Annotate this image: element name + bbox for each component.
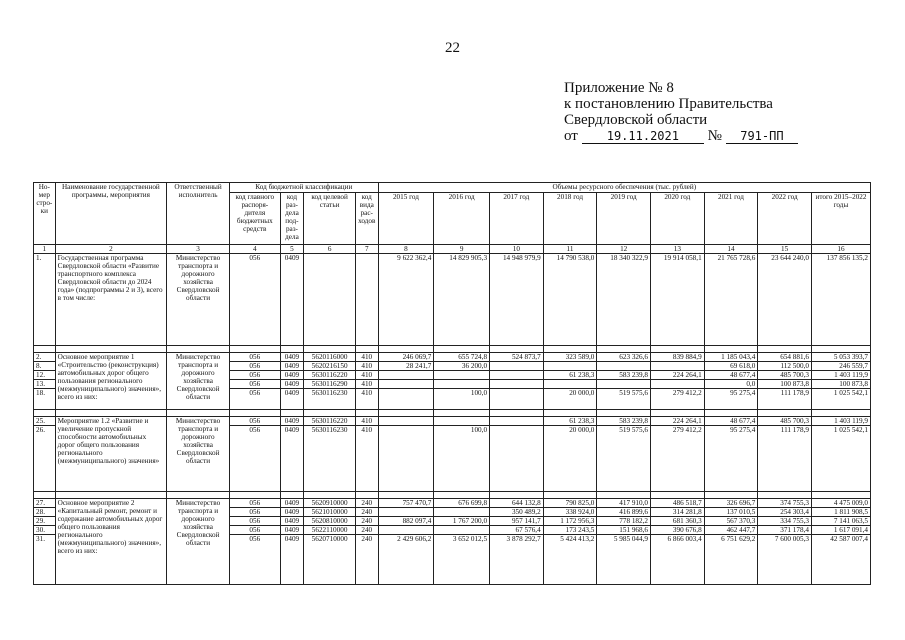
amount-cell: 519 575,6 bbox=[597, 389, 651, 410]
empty-cell bbox=[490, 492, 544, 499]
amount-cell: 95 275,4 bbox=[704, 426, 758, 492]
amount-cell: 69 618,0 bbox=[704, 362, 758, 371]
empty-cell bbox=[543, 492, 597, 499]
amount-cell: 6 751 629,2 bbox=[704, 535, 758, 585]
amount-cell: 14 790 538,0 bbox=[543, 254, 597, 346]
column-index: 8 bbox=[378, 245, 434, 254]
amount-cell: 111 178,9 bbox=[758, 426, 812, 492]
column-index: 9 bbox=[434, 245, 490, 254]
manager-code: 056 bbox=[230, 362, 281, 371]
column-index: 4 bbox=[230, 245, 281, 254]
amount-cell: 374 755,3 bbox=[758, 499, 812, 508]
row-number: 27. bbox=[34, 499, 56, 508]
measure-name: Мероприятие 1.2 «Развитие и увеличение пропускной способности автомобильных дорог общего пользования регионального (межмуниципального) значения» bbox=[55, 417, 166, 492]
empty-cell bbox=[355, 346, 378, 353]
amount-cell: 583 239,8 bbox=[597, 371, 651, 380]
section-code: 0409 bbox=[280, 417, 304, 426]
empty-cell bbox=[811, 410, 870, 417]
section-code: 0409 bbox=[280, 371, 304, 380]
empty-cell bbox=[490, 410, 544, 417]
empty-cell bbox=[758, 410, 812, 417]
appendix-block bbox=[564, 80, 798, 144]
amount-cell bbox=[434, 508, 490, 517]
amount-cell: 323 589,0 bbox=[543, 353, 597, 362]
column-index: 1 bbox=[34, 245, 56, 254]
amount-cell bbox=[597, 380, 651, 389]
amount-cell: 112 500,0 bbox=[758, 362, 812, 371]
amount-cell: 583 239,8 bbox=[597, 417, 651, 426]
empty-cell bbox=[811, 346, 870, 353]
amount-cell: 137 010,5 bbox=[704, 508, 758, 517]
manager-code: 056 bbox=[230, 389, 281, 410]
amount-cell: 681 360,3 bbox=[651, 517, 705, 526]
empty-cell bbox=[758, 346, 812, 353]
manager-code: 056 bbox=[230, 535, 281, 585]
amount-cell bbox=[490, 417, 544, 426]
target-code: 5620216150 bbox=[304, 362, 356, 371]
amount-cell: 416 899,6 bbox=[597, 508, 651, 517]
empty-cell bbox=[355, 492, 378, 499]
empty-cell bbox=[55, 492, 166, 499]
manager-code: 056 bbox=[230, 508, 281, 517]
expense-code: 410 bbox=[355, 362, 378, 371]
expense-code: 410 bbox=[355, 380, 378, 389]
section-code: 0409 bbox=[280, 254, 304, 346]
amount-cell bbox=[490, 371, 544, 380]
amount-cell bbox=[434, 526, 490, 535]
amount-cell: 1 811 908,5 bbox=[811, 508, 870, 517]
header-target-code: код целевой статьи bbox=[304, 193, 356, 245]
section-code: 0409 bbox=[280, 508, 304, 517]
header-year: 2019 год bbox=[597, 193, 651, 245]
section-code: 0409 bbox=[280, 499, 304, 508]
amount-cell bbox=[378, 417, 434, 426]
expense-code: 410 bbox=[355, 417, 378, 426]
expense-code: 240 bbox=[355, 535, 378, 585]
amount-cell: 95 275,4 bbox=[704, 389, 758, 410]
amount-cell bbox=[378, 426, 434, 492]
amount-cell: 519 575,6 bbox=[597, 426, 651, 492]
column-index: 7 bbox=[355, 245, 378, 254]
empty-cell bbox=[34, 492, 56, 499]
amount-cell: 20 000,0 bbox=[543, 426, 597, 492]
section-code: 0409 bbox=[280, 426, 304, 492]
amount-cell: 1 403 119,9 bbox=[811, 417, 870, 426]
section-code: 0409 bbox=[280, 526, 304, 535]
row-number: 18. bbox=[34, 389, 56, 410]
section-code: 0409 bbox=[280, 517, 304, 526]
empty-cell bbox=[167, 346, 230, 353]
header-name: Наименование государственной программы, мероприятия bbox=[55, 183, 166, 245]
header-year: 2016 год bbox=[434, 193, 490, 245]
amount-cell: 100 873,8 bbox=[758, 380, 812, 389]
section-code: 0409 bbox=[280, 353, 304, 362]
amount-cell: 486 518,7 bbox=[651, 499, 705, 508]
table-row bbox=[34, 417, 871, 426]
amount-cell: 20 000,0 bbox=[543, 389, 597, 410]
amount-cell: 3 652 012,5 bbox=[434, 535, 490, 585]
amount-cell: 21 765 728,6 bbox=[704, 254, 758, 346]
manager-code: 056 bbox=[230, 526, 281, 535]
measure-name: Основное мероприятие 1 «Строительство (реконструкция) автомобильных дорог общего пользования регионального (межмуниципального) значения», всего из них: bbox=[55, 353, 166, 410]
amount-cell: 1 767 200,0 bbox=[434, 517, 490, 526]
amount-cell: 839 884,9 bbox=[651, 353, 705, 362]
empty-cell bbox=[167, 410, 230, 417]
section-code: 0409 bbox=[280, 389, 304, 410]
amount-cell: 567 370,3 bbox=[704, 517, 758, 526]
header-year: 2022 год bbox=[758, 193, 812, 245]
appendix-line-3: Свердловской области bbox=[564, 112, 708, 128]
column-index: 10 bbox=[490, 245, 544, 254]
amount-cell: 61 238,3 bbox=[543, 371, 597, 380]
row-number: 13. bbox=[34, 380, 56, 389]
empty-cell bbox=[597, 346, 651, 353]
header-resources: Объемы ресурсного обеспечения (тыс. рублей) bbox=[378, 183, 870, 193]
amount-cell: 61 238,3 bbox=[543, 417, 597, 426]
amount-cell bbox=[378, 380, 434, 389]
empty-cell bbox=[230, 346, 281, 353]
column-index: 16 bbox=[811, 245, 870, 254]
section-code: 0409 bbox=[280, 380, 304, 389]
column-index: 15 bbox=[758, 245, 812, 254]
target-code: 5622110000 bbox=[304, 526, 356, 535]
amount-cell: 246 069,7 bbox=[378, 353, 434, 362]
amount-cell: 778 182,2 bbox=[597, 517, 651, 526]
amount-cell: 1 617 091,4 bbox=[811, 526, 870, 535]
amount-cell: 279 412,2 bbox=[651, 426, 705, 492]
amount-cell bbox=[651, 362, 705, 371]
empty-cell bbox=[280, 410, 304, 417]
row-number: 31. bbox=[34, 535, 56, 585]
amount-cell: 314 281,8 bbox=[651, 508, 705, 517]
amount-cell: 100,0 bbox=[434, 389, 490, 410]
header-budget-code: Код бюджетной классификации bbox=[230, 183, 379, 193]
amount-cell: 1 025 542,1 bbox=[811, 389, 870, 410]
amount-cell bbox=[434, 371, 490, 380]
amount-cell: 790 825,0 bbox=[543, 499, 597, 508]
empty-cell bbox=[704, 410, 758, 417]
empty-cell bbox=[811, 492, 870, 499]
header-executor: Ответственный исполнитель bbox=[167, 183, 230, 245]
empty-cell bbox=[651, 492, 705, 499]
measure-name: Основное мероприятие 2 «Капитальный ремонт, ремонт и содержание автомобильных дорог общего пользования регионального (межмуниципального) значения», всего из них: bbox=[55, 499, 166, 585]
amount-cell: 882 097,4 bbox=[378, 517, 434, 526]
amount-cell: 42 587 007,4 bbox=[811, 535, 870, 585]
empty-cell bbox=[434, 346, 490, 353]
expense-code: 240 bbox=[355, 508, 378, 517]
amount-cell: 224 264,1 bbox=[651, 417, 705, 426]
amount-cell: 67 576,4 bbox=[490, 526, 544, 535]
empty-cell bbox=[543, 410, 597, 417]
appendix-title: Приложение № 8 bbox=[564, 80, 674, 96]
empty-cell bbox=[434, 492, 490, 499]
empty-cell bbox=[230, 492, 281, 499]
amount-cell: 1 403 119,9 bbox=[811, 371, 870, 380]
table-row bbox=[34, 254, 871, 346]
header-year: 2021 год bbox=[704, 193, 758, 245]
empty-cell bbox=[304, 346, 356, 353]
empty-cell bbox=[651, 346, 705, 353]
row-number: 1. bbox=[34, 254, 56, 346]
table-row bbox=[34, 353, 871, 362]
empty-cell bbox=[543, 346, 597, 353]
amount-cell: 173 243,5 bbox=[543, 526, 597, 535]
header-expense-code: код вида рас-ходов bbox=[355, 193, 378, 245]
empty-cell bbox=[167, 492, 230, 499]
amount-cell: 14 829 905,3 bbox=[434, 254, 490, 346]
amount-cell: 224 264,1 bbox=[651, 371, 705, 380]
amount-cell: 18 340 322,9 bbox=[597, 254, 651, 346]
amount-cell: 254 303,4 bbox=[758, 508, 812, 517]
target-code: 5620910000 bbox=[304, 499, 356, 508]
row-number: 8. bbox=[34, 362, 56, 371]
manager-code: 056 bbox=[230, 380, 281, 389]
header-year: 2017 год bbox=[490, 193, 544, 245]
empty-cell bbox=[280, 346, 304, 353]
target-code: 5630116220 bbox=[304, 371, 356, 380]
empty-cell bbox=[304, 410, 356, 417]
expense-code: 240 bbox=[355, 499, 378, 508]
header-row-1 bbox=[34, 183, 871, 193]
amount-cell: 9 622 362,4 bbox=[378, 254, 434, 346]
amount-cell: 151 968,6 bbox=[597, 526, 651, 535]
expense-code: 410 bbox=[355, 426, 378, 492]
amount-cell: 6 866 003,4 bbox=[651, 535, 705, 585]
amount-cell: 485 700,3 bbox=[758, 417, 812, 426]
appendix-date-line bbox=[564, 128, 798, 144]
amount-cell bbox=[378, 389, 434, 410]
column-index: 3 bbox=[167, 245, 230, 254]
amount-cell bbox=[378, 508, 434, 517]
group-separator bbox=[34, 346, 871, 353]
target-code: 5630116230 bbox=[304, 389, 356, 410]
empty-cell bbox=[55, 410, 166, 417]
column-index: 11 bbox=[543, 245, 597, 254]
decree-number: 791-ПП bbox=[726, 129, 798, 144]
empty-cell bbox=[378, 346, 434, 353]
executor: Министерство транспорта и дорожного хозяйства Свердловской области bbox=[167, 499, 230, 585]
executor: Министерство транспорта и дорожного хозяйства Свердловской области bbox=[167, 254, 230, 346]
amount-cell: 36 200,0 bbox=[434, 362, 490, 371]
amount-cell: 0,0 bbox=[704, 380, 758, 389]
amount-cell: 371 178,4 bbox=[758, 526, 812, 535]
target-code: 5630116230 bbox=[304, 426, 356, 492]
column-index: 14 bbox=[704, 245, 758, 254]
amount-cell: 350 489,2 bbox=[490, 508, 544, 517]
column-index: 13 bbox=[651, 245, 705, 254]
empty-cell bbox=[304, 492, 356, 499]
header-gr-code: код главного распоря-дителя бюджетных средств bbox=[230, 193, 281, 245]
expense-code: 240 bbox=[355, 517, 378, 526]
amount-cell: 1 185 043,4 bbox=[704, 353, 758, 362]
amount-cell: 14 948 979,9 bbox=[490, 254, 544, 346]
amount-cell bbox=[434, 417, 490, 426]
amount-cell bbox=[378, 371, 434, 380]
target-code: 5630116290 bbox=[304, 380, 356, 389]
empty-cell bbox=[434, 410, 490, 417]
empty-cell bbox=[55, 346, 166, 353]
amount-cell: 644 132,8 bbox=[490, 499, 544, 508]
amount-cell bbox=[651, 380, 705, 389]
row-number: 28. bbox=[34, 508, 56, 517]
row-number: 25. bbox=[34, 417, 56, 426]
empty-cell bbox=[597, 492, 651, 499]
manager-code: 056 bbox=[230, 254, 281, 346]
column-index: 12 bbox=[597, 245, 651, 254]
header-year: 2015 год bbox=[378, 193, 434, 245]
decree-date: 19.11.2021 bbox=[582, 129, 704, 144]
section-code: 0409 bbox=[280, 535, 304, 585]
amount-cell: 417 910,0 bbox=[597, 499, 651, 508]
amount-cell bbox=[490, 426, 544, 492]
empty-cell bbox=[34, 410, 56, 417]
amount-cell: 3 878 292,7 bbox=[490, 535, 544, 585]
amount-cell bbox=[490, 380, 544, 389]
row-number: 30. bbox=[34, 526, 56, 535]
expense-code: 410 bbox=[355, 371, 378, 380]
target-code: 5620710000 bbox=[304, 535, 356, 585]
amount-cell: 485 700,3 bbox=[758, 371, 812, 380]
amount-cell: 334 755,3 bbox=[758, 517, 812, 526]
row-number: 29. bbox=[34, 517, 56, 526]
empty-cell bbox=[597, 410, 651, 417]
manager-code: 056 bbox=[230, 371, 281, 380]
empty-cell bbox=[230, 410, 281, 417]
amount-cell: 390 676,8 bbox=[651, 526, 705, 535]
column-index: 5 bbox=[280, 245, 304, 254]
target-code: 5630116220 bbox=[304, 417, 356, 426]
empty-cell bbox=[280, 492, 304, 499]
row-number: 12. bbox=[34, 371, 56, 380]
amount-cell: 111 178,9 bbox=[758, 389, 812, 410]
empty-cell bbox=[651, 410, 705, 417]
amount-cell: 1 172 956,3 bbox=[543, 517, 597, 526]
page-number: 22 bbox=[445, 40, 460, 56]
manager-code: 056 bbox=[230, 417, 281, 426]
amount-cell: 676 699,8 bbox=[434, 499, 490, 508]
manager-code: 056 bbox=[230, 517, 281, 526]
target-code: 5620116000 bbox=[304, 353, 356, 362]
amount-cell: 1 025 542,1 bbox=[811, 426, 870, 492]
amount-cell: 48 677,4 bbox=[704, 417, 758, 426]
amount-cell bbox=[490, 389, 544, 410]
amount-cell bbox=[543, 362, 597, 371]
empty-cell bbox=[378, 410, 434, 417]
row-number: 26. bbox=[34, 426, 56, 492]
target-code bbox=[304, 254, 356, 346]
amount-cell bbox=[378, 526, 434, 535]
amount-cell: 4 475 009,0 bbox=[811, 499, 870, 508]
index-row bbox=[34, 245, 871, 254]
expense-code: 240 bbox=[355, 526, 378, 535]
measure-name: Государственная программа Свердловской области «Развитие транспортного комплекса Свердловской области до 2024 года» (подпрограммы 2 и 3), всего в том числе: bbox=[55, 254, 166, 346]
manager-code: 056 bbox=[230, 499, 281, 508]
expense-code: 410 bbox=[355, 353, 378, 362]
amount-cell: 246 559,7 bbox=[811, 362, 870, 371]
header-year: 2020 год bbox=[651, 193, 705, 245]
header-section-code: код раз-дела под-раз-дела bbox=[280, 193, 304, 245]
date-prefix: от bbox=[564, 128, 578, 144]
amount-cell: 23 644 240,0 bbox=[758, 254, 812, 346]
amount-cell: 28 241,7 bbox=[378, 362, 434, 371]
section-code: 0409 bbox=[280, 362, 304, 371]
amount-cell: 5 424 413,2 bbox=[543, 535, 597, 585]
executor: Министерство транспорта и дорожного хозяйства Свердловской области bbox=[167, 353, 230, 410]
manager-code: 056 bbox=[230, 426, 281, 492]
amount-cell: 2 429 606,2 bbox=[378, 535, 434, 585]
executor: Министерство транспорта и дорожного хозяйства Свердловской области bbox=[167, 417, 230, 492]
expense-code: 410 bbox=[355, 389, 378, 410]
number-prefix: № bbox=[707, 128, 722, 144]
amount-cell: 957 141,7 bbox=[490, 517, 544, 526]
column-index: 2 bbox=[55, 245, 166, 254]
manager-code: 056 bbox=[230, 353, 281, 362]
empty-cell bbox=[490, 346, 544, 353]
amount-cell: 326 696,7 bbox=[704, 499, 758, 508]
amount-cell: 655 724,8 bbox=[434, 353, 490, 362]
amount-cell: 654 881,6 bbox=[758, 353, 812, 362]
target-code: 5621010000 bbox=[304, 508, 356, 517]
header-row-no: Но-мер стро-ки bbox=[34, 183, 56, 245]
amount-cell: 338 924,0 bbox=[543, 508, 597, 517]
amount-cell bbox=[434, 380, 490, 389]
amount-cell: 757 470,7 bbox=[378, 499, 434, 508]
amount-cell: 5 985 044,9 bbox=[597, 535, 651, 585]
group-separator bbox=[34, 492, 871, 499]
amount-cell: 5 053 393,7 bbox=[811, 353, 870, 362]
resource-table bbox=[33, 182, 871, 585]
target-code: 5620810000 bbox=[304, 517, 356, 526]
empty-cell bbox=[704, 492, 758, 499]
empty-cell bbox=[704, 346, 758, 353]
amount-cell: 19 914 058,1 bbox=[651, 254, 705, 346]
row-number: 2. bbox=[34, 353, 56, 362]
appendix-line-2: к постановлению Правительства bbox=[564, 96, 773, 112]
empty-cell bbox=[378, 492, 434, 499]
empty-cell bbox=[758, 492, 812, 499]
amount-cell bbox=[543, 380, 597, 389]
empty-cell bbox=[355, 410, 378, 417]
amount-cell: 7 141 063,5 bbox=[811, 517, 870, 526]
amount-cell bbox=[597, 362, 651, 371]
amount-cell: 524 873,7 bbox=[490, 353, 544, 362]
header-year: 2018 год bbox=[543, 193, 597, 245]
table-body bbox=[34, 254, 871, 585]
table-row bbox=[34, 499, 871, 508]
empty-cell bbox=[34, 346, 56, 353]
amount-cell bbox=[490, 362, 544, 371]
amount-cell: 279 412,2 bbox=[651, 389, 705, 410]
amount-cell: 7 600 005,3 bbox=[758, 535, 812, 585]
amount-cell: 137 856 135,2 bbox=[811, 254, 870, 346]
header-year: итого 2015–2022 годы bbox=[811, 193, 870, 245]
expense-code bbox=[355, 254, 378, 346]
amount-cell: 100 873,8 bbox=[811, 380, 870, 389]
group-separator bbox=[34, 410, 871, 417]
amount-cell: 48 677,4 bbox=[704, 371, 758, 380]
amount-cell: 623 326,6 bbox=[597, 353, 651, 362]
amount-cell: 100,0 bbox=[434, 426, 490, 492]
amount-cell: 462 447,7 bbox=[704, 526, 758, 535]
column-index: 6 bbox=[304, 245, 356, 254]
